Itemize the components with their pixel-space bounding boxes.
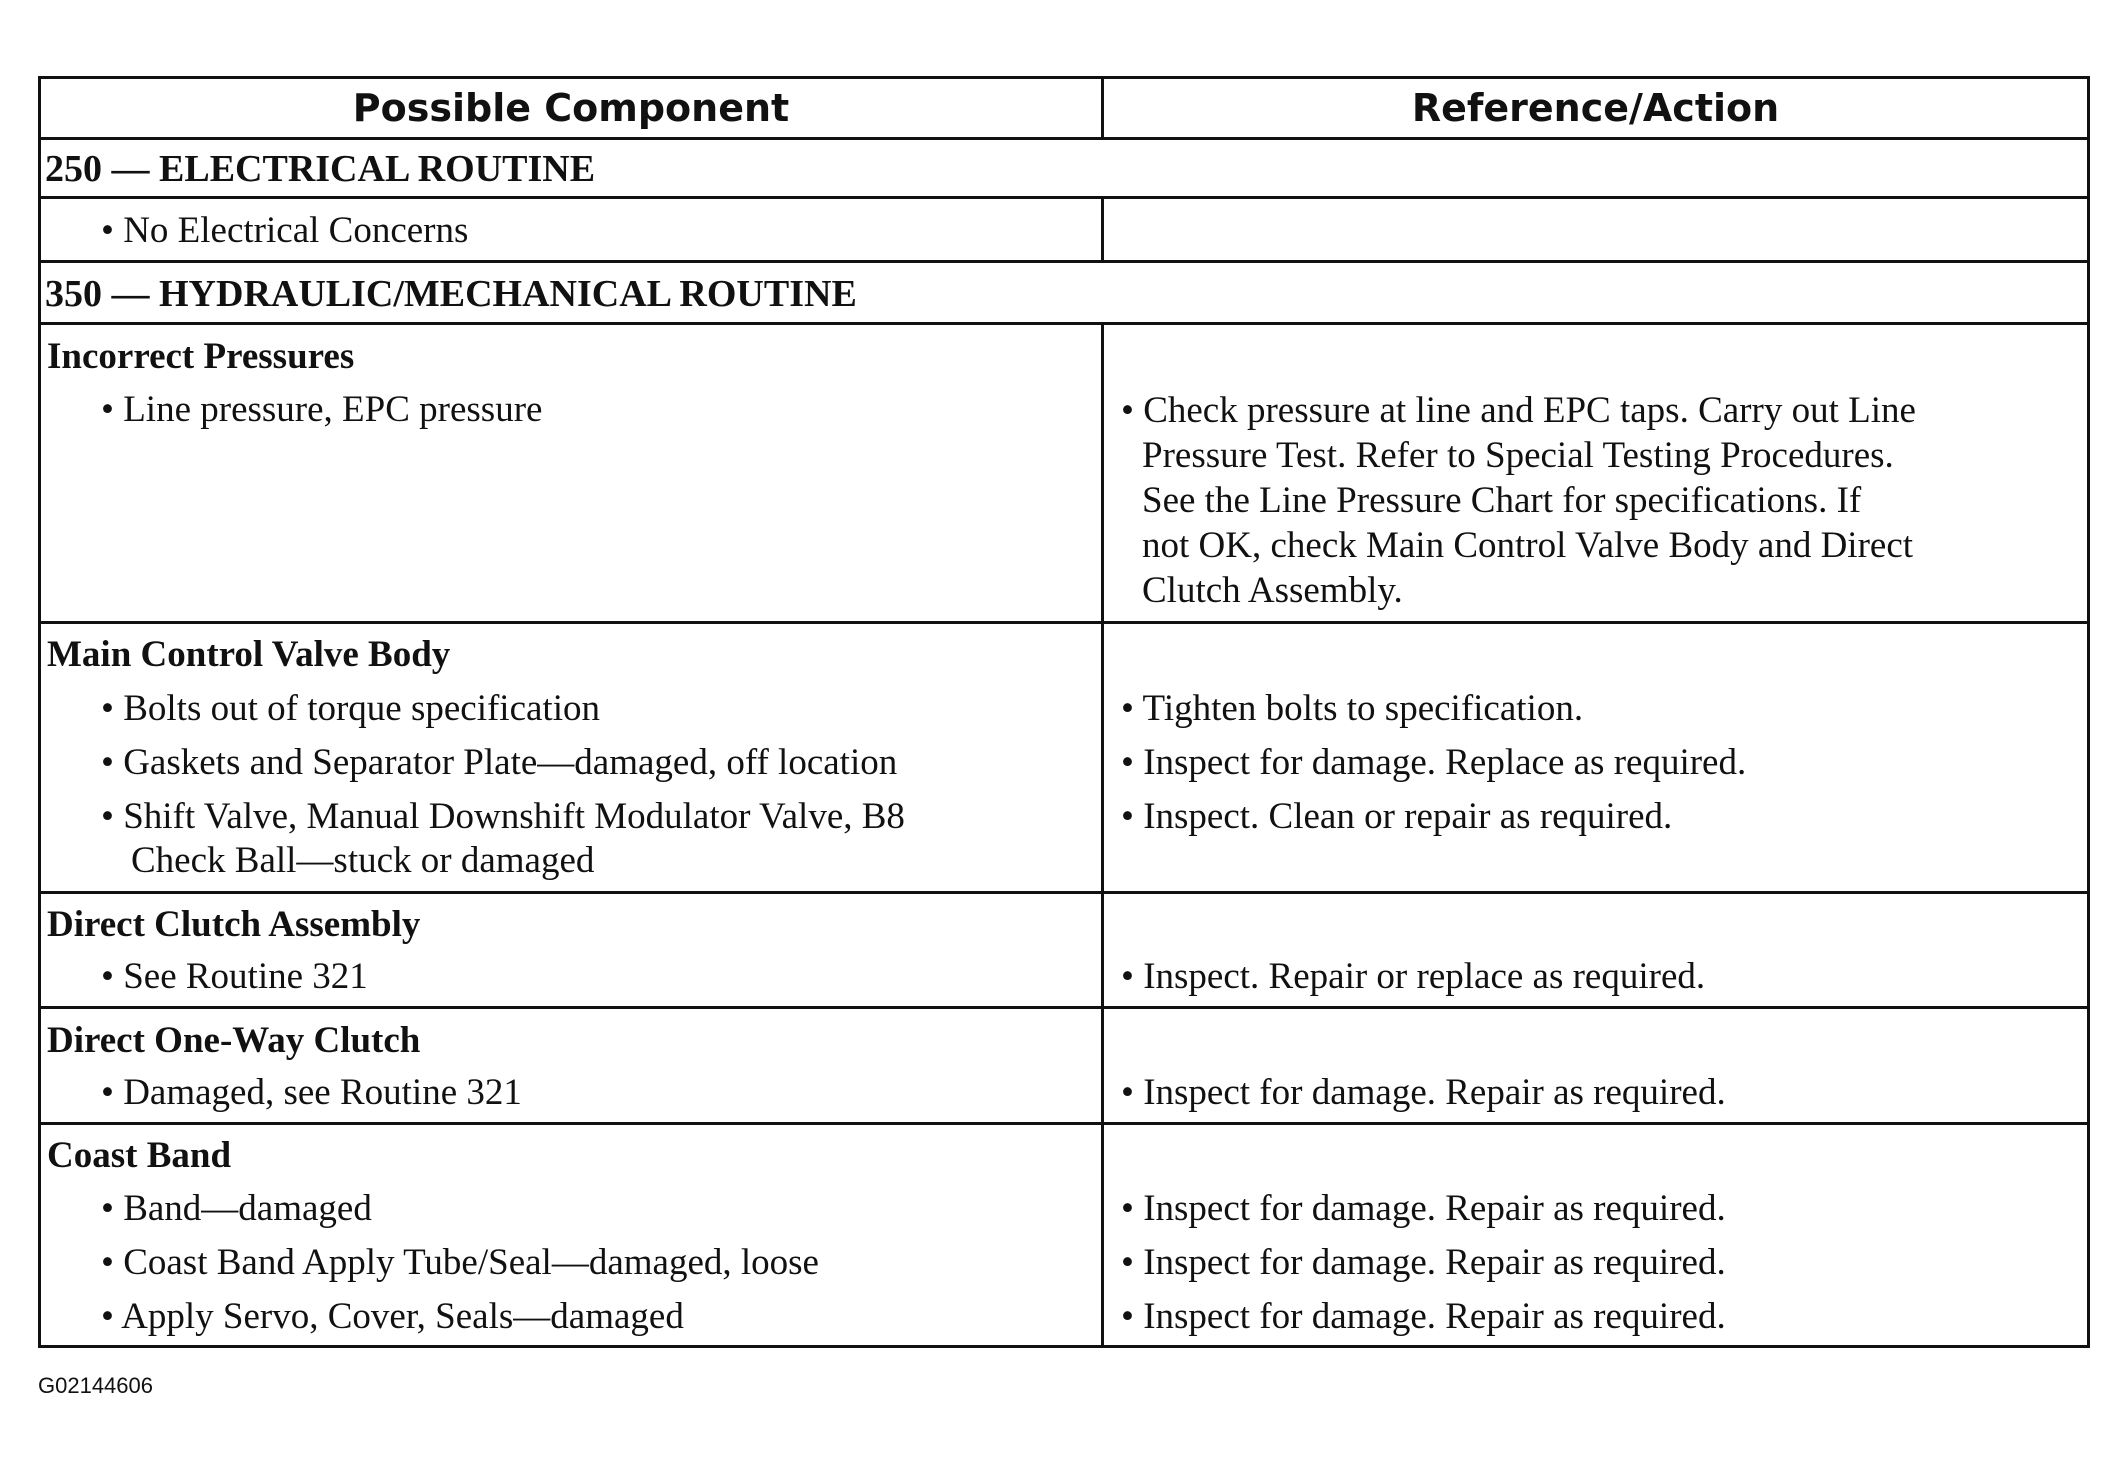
header-reference-action: Reference/Action <box>1411 86 1780 130</box>
action-item: • Inspect for damage. Repair as required. <box>1121 1242 1726 1283</box>
column-divider <box>1101 79 1104 137</box>
row-rule <box>41 891 2087 894</box>
component-item: • No Electrical Concerns <box>101 210 469 251</box>
group-title: Coast Band <box>47 1135 232 1176</box>
row-rule <box>41 1122 2087 1125</box>
component-item: • Apply Servo, Cover, Seals—damaged <box>101 1296 684 1337</box>
action-item: • Inspect for damage. Repair as required. <box>1121 1072 1726 1113</box>
figure-id: G02144606 <box>38 1373 153 1398</box>
action-item: • Tighten bolts to specification. <box>1121 688 1584 729</box>
component-item: • Bolts out of torque specification <box>101 688 600 729</box>
group-title: Direct Clutch Assembly <box>47 904 421 945</box>
component-item: • Gaskets and Separator Plate—damaged, off location <box>101 742 898 783</box>
action-item: Pressure Test. Refer to Special Testing Procedures. <box>1142 435 1894 476</box>
component-item: • Coast Band Apply Tube/Seal—damaged, loose <box>101 1242 819 1283</box>
component-item: • See Routine 321 <box>101 956 368 997</box>
component-item: • Shift Valve, Manual Downshift Modulator Valve, B8 <box>101 796 905 837</box>
action-item: Clutch Assembly. <box>1142 570 1403 611</box>
column-divider <box>1101 199 1104 263</box>
component-item: • Line pressure, EPC pressure <box>101 389 543 430</box>
section-heading: 350 — HYDRAULIC/MECHANICAL ROUTINE <box>45 273 857 315</box>
row-rule <box>41 196 2087 199</box>
diagnostic-table <box>38 76 2090 1348</box>
action-item: • Check pressure at line and EPC taps. Carry out Line <box>1121 390 1916 431</box>
group-title: Incorrect Pressures <box>47 336 355 377</box>
action-item: • Inspect for damage. Repair as required. <box>1121 1296 1726 1337</box>
section-heading: 250 — ELECTRICAL ROUTINE <box>45 148 596 190</box>
action-item: • Inspect for damage. Replace as required. <box>1121 742 1747 783</box>
group-title: Main Control Valve Body <box>47 634 451 675</box>
action-item: See the Line Pressure Chart for specifications. If <box>1142 480 1862 521</box>
action-item: not OK, check Main Control Valve Body and Direct <box>1142 525 1914 566</box>
header-possible-component: Possible Component <box>352 86 790 130</box>
row-rule <box>41 322 2087 325</box>
row-rule <box>41 621 2087 624</box>
action-item: • Inspect for damage. Repair as required. <box>1121 1188 1726 1229</box>
row-rule <box>41 260 2087 263</box>
component-item: Check Ball—stuck or damaged <box>131 840 595 881</box>
group-title: Direct One-Way Clutch <box>47 1020 421 1061</box>
component-item: • Damaged, see Routine 321 <box>101 1072 522 1113</box>
action-item: • Inspect. Repair or replace as required. <box>1121 956 1706 997</box>
action-item: • Inspect. Clean or repair as required. <box>1121 796 1673 837</box>
component-item: • Band—damaged <box>101 1188 372 1229</box>
row-rule <box>41 1006 2087 1009</box>
table-header <box>41 79 2087 140</box>
column-divider <box>1101 325 1104 1345</box>
